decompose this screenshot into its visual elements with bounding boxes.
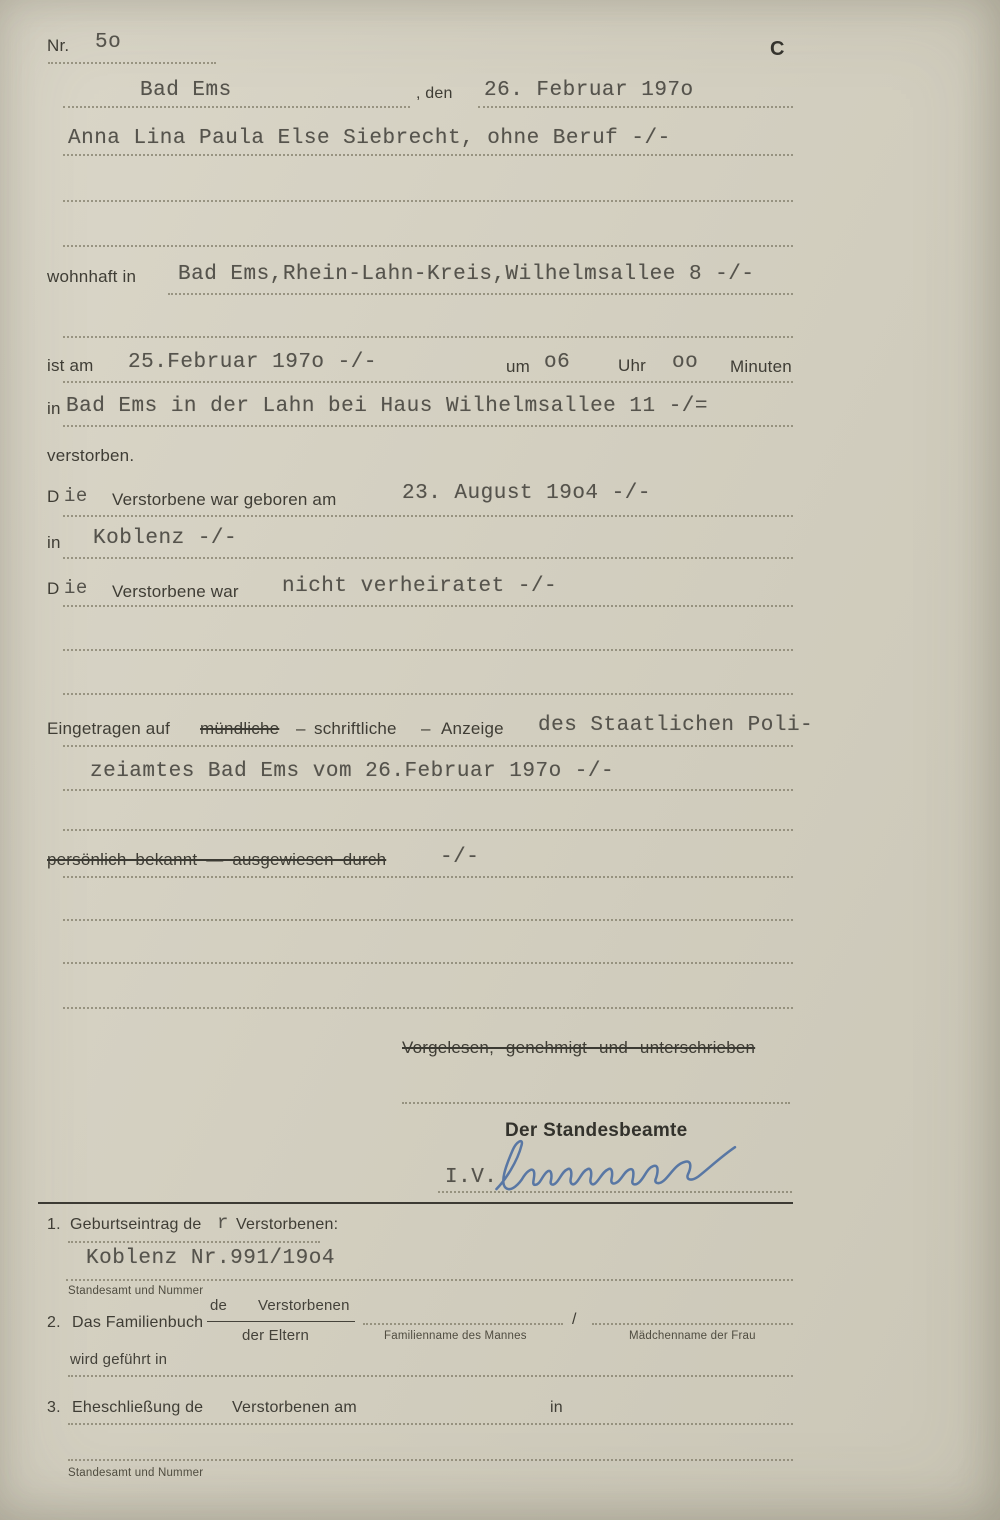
dotted-rule xyxy=(63,829,793,831)
registry-office-caption: Standesamt und Nummer xyxy=(68,1467,204,1479)
dotted-rule xyxy=(63,557,793,559)
entry-number-value: 5o xyxy=(95,31,122,54)
dotted-rule xyxy=(63,919,793,921)
birth-entry-label2: Verstorbenen: xyxy=(236,1216,339,1233)
dash: – xyxy=(421,719,431,738)
identification-options-struck: persönlich bekannt — ausgewiesen durch xyxy=(47,850,387,869)
notice-source-line2: zeiamtes Bad Ems vom 26.Februar 197o -/- xyxy=(90,760,615,783)
dotted-rule xyxy=(63,154,793,156)
registry-office-caption: Standesamt und Nummer xyxy=(68,1285,204,1297)
family-book-label: Das Familienbuch xyxy=(72,1314,204,1331)
dotted-rule xyxy=(68,1423,793,1425)
dotted-rule xyxy=(63,605,793,607)
slash-separator: / xyxy=(572,1311,577,1328)
death-hour-value: o6 xyxy=(544,351,571,374)
family-book-frac-top-de: de xyxy=(210,1297,228,1314)
marital-value: nicht verheiratet -/- xyxy=(282,575,558,598)
residence-value: Bad Ems,Rhein-Lahn-Kreis,Wilhelmsallee 8 -/- xyxy=(178,263,755,286)
section-divider-line xyxy=(38,1202,793,1204)
dotted-rule xyxy=(63,381,793,383)
marriage-label2: Verstorbenen am xyxy=(232,1399,357,1416)
deceased-label: verstorben. xyxy=(47,446,135,465)
notice-label: Anzeige xyxy=(441,719,504,738)
residence-label: wohnhaft in xyxy=(47,267,137,286)
dotted-rule xyxy=(63,649,793,651)
wife-maiden-name-caption: Mädchenname der Frau xyxy=(629,1330,756,1342)
dotted-rule xyxy=(68,1241,320,1243)
born-on-label: Verstorbene war geboren am xyxy=(112,490,337,509)
den-label: , den xyxy=(416,85,453,102)
dotted-rule xyxy=(48,62,216,64)
die-typed: ie xyxy=(64,577,88,599)
death-place-value: Bad Ems in der Lahn bei Haus Wilhelmsallee 11 -/= xyxy=(66,395,709,418)
dotted-rule xyxy=(63,1007,793,1009)
iv-typed: I.V. xyxy=(445,1166,498,1189)
oral-option-struck: mündliche xyxy=(200,719,280,738)
dotted-rule xyxy=(63,876,793,878)
issue-date-value: 26. Februar 197o xyxy=(484,79,694,102)
footer-item3-number: 3. xyxy=(47,1399,61,1416)
die-printed: D xyxy=(47,487,60,506)
registered-on-label: Eingetragen auf xyxy=(47,719,171,738)
dotted-rule xyxy=(68,1375,793,1377)
family-book-frac-bottom-parents: der Eltern xyxy=(242,1327,310,1344)
dotted-rule xyxy=(63,962,793,964)
fraction-bar xyxy=(207,1321,355,1322)
dotted-rule xyxy=(63,789,793,791)
footer-item2-number: 2. xyxy=(47,1314,61,1331)
marital-label: Verstorbene war xyxy=(112,582,239,601)
birth-entry-label: Geburtseintrag de xyxy=(70,1216,202,1233)
die-typed: ie xyxy=(64,485,88,507)
registrar-title: Der Standesbeamte xyxy=(505,1120,688,1141)
read-approved-signed-struck: Vorgelesen, genehmigt und unterschrieben xyxy=(402,1038,756,1057)
footer-item1-number: 1. xyxy=(47,1216,61,1233)
dotted-rule xyxy=(63,200,793,202)
dotted-rule xyxy=(66,1279,793,1281)
dotted-rule xyxy=(68,1459,793,1461)
dotted-rule xyxy=(438,1191,792,1193)
husband-surname-caption: Familienname des Mannes xyxy=(384,1330,527,1342)
dotted-rule xyxy=(63,745,793,747)
dotted-rule xyxy=(63,425,793,427)
dotted-rule xyxy=(168,293,793,295)
birth-entry-value: Koblenz Nr.991/19o4 xyxy=(86,1247,335,1270)
die-printed: D xyxy=(47,579,60,598)
hour-label: Uhr xyxy=(618,356,646,375)
in-label: in xyxy=(47,399,61,418)
dotted-rule xyxy=(592,1323,793,1325)
kept-at-label: wird geführt in xyxy=(70,1351,168,1368)
marriage-label: Eheschließung de xyxy=(72,1399,204,1416)
registrar-signature xyxy=(486,1134,758,1196)
dotted-rule xyxy=(63,245,793,247)
minutes-label: Minuten xyxy=(730,357,792,376)
dotted-rule xyxy=(63,336,793,338)
issue-place-value: Bad Ems xyxy=(140,79,232,102)
dotted-rule xyxy=(63,106,410,108)
signature-stroke xyxy=(486,1134,758,1196)
death-date-value: 25.Februar 197o -/- xyxy=(128,351,377,374)
birth-date-value: 23. August 19o4 -/- xyxy=(402,482,651,505)
died-on-label: ist am xyxy=(47,356,94,375)
at-label: um xyxy=(506,357,531,376)
dash: – xyxy=(296,719,306,738)
dotted-rule xyxy=(478,106,793,108)
dotted-rule xyxy=(402,1102,790,1104)
dotted-rule xyxy=(63,693,793,695)
written-option: schriftliche xyxy=(314,719,397,738)
corner-letter: C xyxy=(770,38,785,60)
marriage-in-label: in xyxy=(550,1399,563,1416)
birth-place-value: Koblenz -/- xyxy=(93,527,238,550)
death-minute-value: oo xyxy=(672,351,699,374)
dotted-rule xyxy=(63,515,793,517)
dotted-rule xyxy=(363,1323,563,1325)
birth-entry-typed-suffix: r xyxy=(217,1212,229,1234)
deceased-name-value: Anna Lina Paula Else Siebrecht, ohne Beruf -/- xyxy=(68,127,671,150)
in-label: in xyxy=(47,533,61,552)
identification-value: -/- xyxy=(440,846,480,869)
entry-number-label: Nr. xyxy=(47,36,70,55)
family-book-frac-top-deceased: Verstorbenen xyxy=(258,1297,350,1314)
notice-source-line1: des Staatlichen Poli- xyxy=(538,714,814,737)
